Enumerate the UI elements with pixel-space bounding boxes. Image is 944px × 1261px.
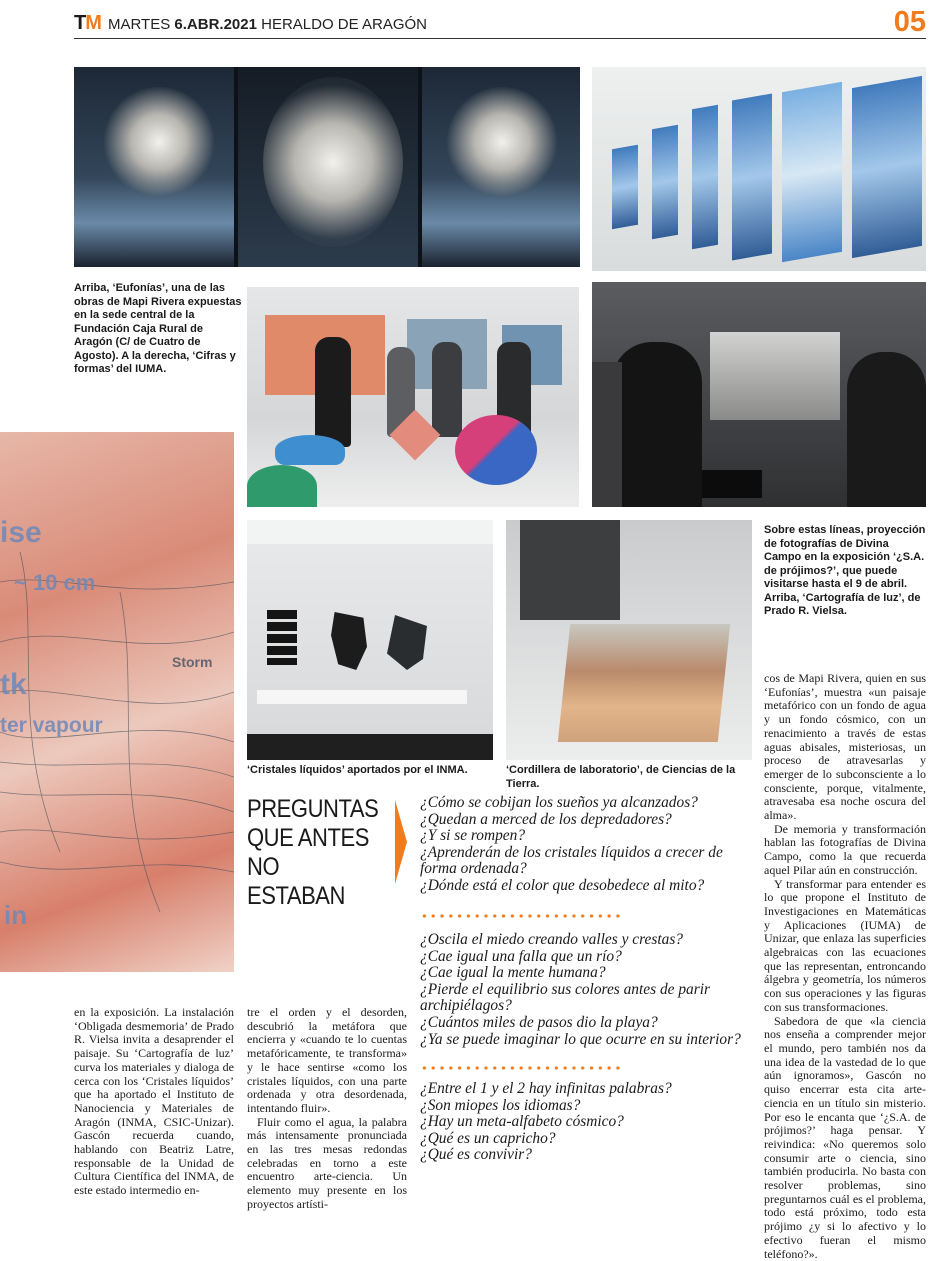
section-title: PREGUNTAS QUE ANTES NO ESTABAN: [247, 795, 379, 910]
photo-projection-divina-campo: [592, 282, 926, 507]
question-line: ¿Cae igual la mente humana?: [420, 964, 606, 982]
cifras-strip: [852, 76, 922, 258]
body-paragraph: en la exposición. La instalación ‘Obligada desmemoria’ de Prado R. Vielsa invita a desaprender el paisaje. Su ‘Cartografía de luz’ curva los materiales y dialoga de cerca con los ‘Cristales líquidos’ que ha aportado el Instituto de Nanociencia y Materiales de Aragón (INMA, CSIC-Unizar). Gascón recuerda cuando, hablando con Beatriz Latre, responsable de la Unidad de Cultura Científica del INMA, de este estado intermedio en-: [74, 1005, 234, 1198]
cartografia-label: in: [4, 900, 28, 930]
question-line: ¿Qué es convivir?: [420, 1146, 532, 1164]
body-paragraph: Y transformar para entender es lo que propone el Instituto de Investigaciones en Matemáticas y Aplicaciones (IUMA) de Unizar, que enlaza las superficies algebraicas con las ecuaciones que las representan, entroncando álgebra y geometría, los números con sus operaciones y las figuras con sus transformaciones.: [764, 876, 926, 1014]
tm-logo: [74, 12, 101, 35]
gallery-person: [315, 337, 351, 447]
body-paragraph: tre el orden y el desorden, descubrió la metáfora que encierra y «cuando te lo cuentas metafóricamente, te transforma» y le hace sentirse «como los cristales líquidos, con una parte ordenada y otra desordenada, intentando fluir».: [247, 1005, 407, 1115]
photo-cordillera-de-laboratorio: [506, 520, 752, 760]
question-line: ¿Y si se rompen?: [420, 827, 526, 845]
caption-eufonias: Arriba, ‘Eufonías’, una de las obras de Mapi Rivera expuestas en la sede central de la Fundación Caja Rural de Aragón (C/ de Cuatro de Agosto). A la derecha, ‘Cifras y formas’ del IUMA.: [74, 282, 242, 375]
question-line: ¿Quedan a merced de los depredadores?: [420, 810, 672, 828]
caption-proyeccion: Sobre estas líneas, proyección de fotografías de Divina Campo en la exposición ‘¿S.A. de prójimos?’, que puede visitarse hasta el 9 de abril. Arriba, ‘Cartografía de luz’, de Prado R. Vielsa.: [764, 524, 926, 617]
question-line: ¿Cae igual una falla que un río?: [420, 947, 622, 965]
question-line: ¿Oscila el miedo creando valles y crestas?: [420, 931, 684, 948]
cifras-strip: [612, 145, 638, 230]
sculpture-sphere: [455, 415, 537, 485]
cifras-strip: [732, 93, 772, 260]
question-line: ¿Son miopes los idiomas?: [420, 1096, 581, 1114]
cartografia-lines: [0, 432, 234, 972]
eufonias-cloud-2: [263, 77, 403, 247]
visitor-silhouette: [847, 352, 926, 507]
photo-cifras-y-formas: [592, 67, 926, 271]
question-line: ¿Cómo se cobijan los sueños ya alcanzados?: [420, 794, 698, 811]
cifras-strip: [782, 82, 842, 263]
logo-m: M: [85, 12, 101, 34]
visitor-silhouette: [592, 362, 622, 507]
display-base: [247, 734, 493, 760]
crystal-sample: [387, 615, 427, 670]
photo-eufonias: [74, 67, 580, 267]
question-line: ¿Aprenderán de los cristales líquidos a crecer de forma ordenada?: [420, 843, 723, 878]
eufonias-cloud-3: [447, 87, 557, 197]
eufonias-panel-2: [238, 67, 422, 267]
question-line: ¿Dónde está el color que desobedece al mito?: [420, 876, 705, 894]
cartografia-label: ~ 10 cm: [14, 570, 96, 595]
cartografia-label: ter vapour: [0, 714, 103, 737]
body-paragraph: cos de Mapi Rivera, quien en sus ‘Eufonías’, muestra «un paisaje metafórico con un fondo de agua y un fondo cósmico, con un renacimiento a través de estas aguas abisales, misteriosas, un proceso de atravesarlas y emerger de lo subconsciente a lo consciente, porque, vitalmente, atravesaba esa noche oscura del alma».: [764, 671, 926, 823]
cartografia-label: tk: [0, 668, 27, 701]
question-group-2: [420, 932, 755, 1048]
cordillera-shadow: [520, 520, 620, 620]
question-line: ¿Cuántos miles de pasos dio la playa?: [420, 1013, 658, 1031]
crystal-sample: [331, 612, 367, 670]
body-column-2: [247, 1006, 407, 1212]
cordillera-block: [558, 624, 730, 742]
question-line: ¿Entre el 1 y el 2 hay infinitas palabras?: [420, 1080, 672, 1097]
eufonias-panel-3: [422, 67, 580, 267]
header-day: MARTES: [108, 16, 171, 33]
body-column-3: [764, 672, 926, 1261]
question-line: ¿Hay un meta-alfabeto cósmico?: [420, 1113, 624, 1131]
question-line: ¿Qué es un capricho?: [420, 1129, 556, 1147]
page-number: 05: [893, 6, 926, 38]
caption-cristales: ‘Cristales líquidos’ aportados por el INMA.: [247, 764, 468, 776]
body-paragraph: Sabedora de que «la ciencia nos enseña a comprender mejor el mundo, pero también nos da una idea de la vastedad de lo que aún ignoramos», Gascón no quiso encerrar esta cita arte-ciencia en un título sin misterio. Por eso le encanta que ‘¿S.A. de prójimos?’ haga pensar. Y reivindica: «No queremos solo consumir arte o ciencia, sino también producirla. No basta con resolver problemas, sino preguntarnos cuál es el problema, todo está próximo, todo esta prójimo ¿y si lo afectivo y lo efectivo fueran el mismo teléfono?».: [764, 1013, 926, 1261]
dotted-separator: [420, 1066, 620, 1070]
caption-cordillera: ‘Cordillera de laboratorio’, de Ciencias de la Tierra.: [506, 764, 736, 790]
question-group-1: [420, 795, 755, 895]
display-shelf: [257, 690, 467, 704]
cristales-bg: [247, 520, 493, 544]
body-paragraph: Fluir como el agua, la palabra más intensamente pronunciada en las tres mesas redondas celebradas en torno a este encuentro arte-ciencia. Un elemento muy presente en los proyectos artísti-: [247, 1114, 407, 1211]
body-column-1: [74, 1006, 234, 1198]
question-group-3: [420, 1081, 755, 1164]
projection-image: [710, 332, 840, 420]
photo-cristales-liquidos: [247, 520, 493, 760]
dotted-separator: [420, 914, 620, 918]
photo-gallery-sculptures: [247, 287, 579, 507]
question-line: ¿Ya se puede imaginar lo que ocurre en su interior?: [420, 1030, 741, 1048]
cifras-strip: [692, 105, 718, 250]
body-paragraph: De memoria y transformación hablan las fotografías de Divina Campo, como la que recuerda aquel Pilar aún en construcción.: [764, 821, 926, 877]
visitor-silhouette: [612, 342, 702, 507]
page-header: [74, 6, 926, 39]
sculpture-green: [247, 465, 317, 507]
header-paper: HERALDO DE ARAGÓN: [261, 16, 427, 33]
orange-triangle-marker: [395, 800, 407, 884]
logo-t: T: [74, 12, 86, 34]
photo-cartografia-de-luz: [0, 432, 234, 972]
crystal-sample: [267, 610, 297, 665]
cartografia-label: Storm: [172, 654, 213, 670]
header-dateline: [108, 16, 427, 33]
cartografia-label: ise: [0, 516, 42, 549]
eufonias-cloud-1: [104, 87, 214, 197]
question-line: ¿Pierde el equilibrio sus colores antes de parir archipiélagos?: [420, 980, 710, 1015]
projector: [702, 470, 762, 498]
gallery-person: [432, 342, 462, 437]
cifras-strip: [652, 125, 678, 240]
header-date: 6.ABR.2021: [174, 16, 257, 33]
sculpture-blue: [275, 435, 345, 465]
eufonias-panel-1: [74, 67, 238, 267]
